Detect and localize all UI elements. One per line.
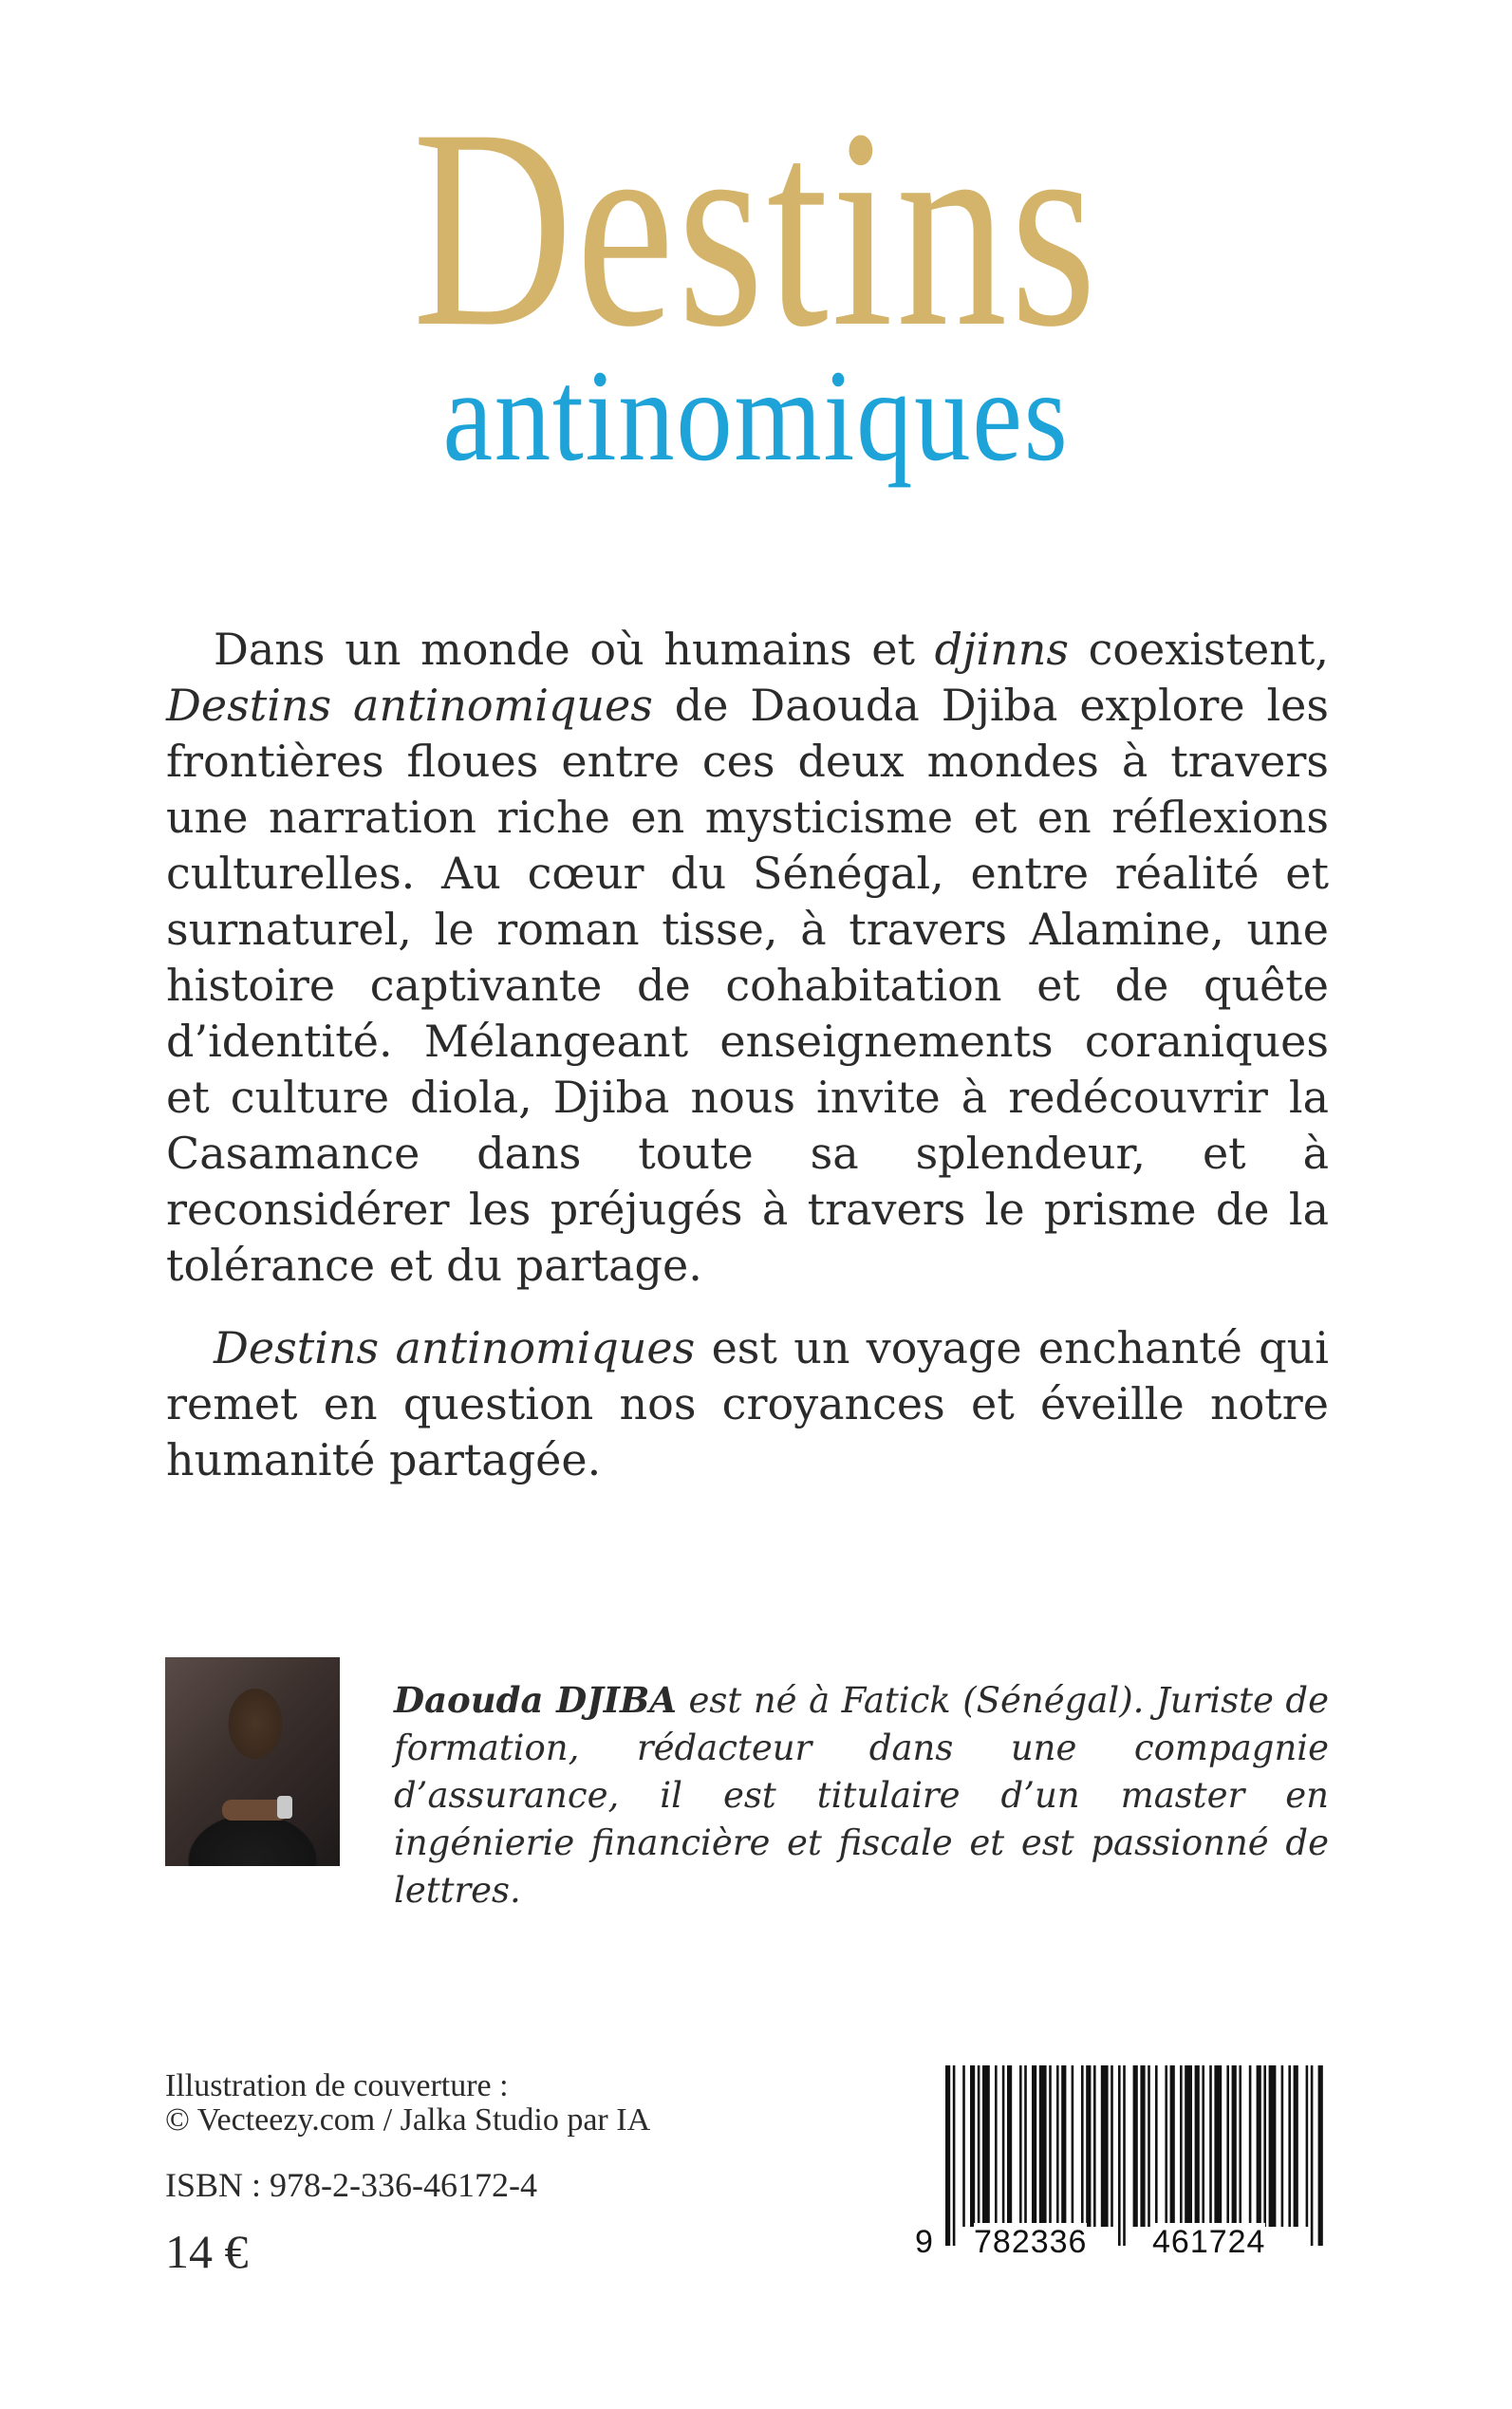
barcode-digits-right: 461724	[1152, 2224, 1266, 2260]
barcode-bar	[1123, 2065, 1126, 2246]
barcode-bar	[1170, 2065, 1175, 2227]
barcode-bar	[1086, 2065, 1091, 2227]
synopsis-italic: djinns	[934, 624, 1069, 675]
barcode-bar	[1072, 2065, 1074, 2227]
barcode-bar	[982, 2065, 990, 2227]
barcode-bar	[1101, 2065, 1109, 2227]
barcode-bar	[1257, 2065, 1261, 2227]
barcode	[911, 2060, 1331, 2269]
cover-credits	[165, 2069, 650, 2138]
synopsis-italic: Destins antinomiques	[166, 680, 653, 731]
barcode-bar	[1024, 2065, 1027, 2227]
barcode-bar	[1148, 2065, 1150, 2227]
synopsis	[166, 622, 1329, 1515]
barcode-bar	[1118, 2065, 1121, 2246]
price: 14 €	[165, 2225, 249, 2278]
barcode-bar	[1185, 2065, 1192, 2227]
photo-watch	[277, 1796, 292, 1819]
barcode-bar	[1155, 2065, 1158, 2227]
synopsis-text: Dans un monde où humains et	[214, 624, 935, 675]
barcode-bar	[1081, 2065, 1084, 2227]
barcode-digits-left: 782336	[974, 2224, 1088, 2260]
isbn: ISBN : 978-2-336-46172-4	[165, 2166, 537, 2204]
book-subtitle: antinomiques	[442, 343, 1070, 488]
barcode-bar	[970, 2065, 975, 2227]
synopsis-paragraph-2	[166, 1320, 1329, 1488]
barcode-bar	[1165, 2065, 1167, 2227]
synopsis-text: coexistent,	[1068, 624, 1329, 675]
barcode-bar	[1214, 2065, 1222, 2227]
synopsis-paragraph-1	[166, 622, 1329, 1294]
credits-line-1: Illustration de couverture :	[165, 2068, 509, 2103]
barcode-bar	[1180, 2065, 1183, 2227]
barcode-bar	[1281, 2065, 1284, 2227]
barcode-bar	[1195, 2065, 1200, 2227]
barcode-bar	[1140, 2065, 1145, 2227]
author-name: Daouda DJIBA	[394, 1679, 678, 1721]
synopsis-italic: Destins antinomiques	[214, 1322, 696, 1373]
barcode-bar	[1232, 2065, 1237, 2227]
credits-line-2: © Vecteezy.com / Jalka Studio par IA	[165, 2102, 651, 2138]
barcode-bar	[1061, 2065, 1066, 2227]
book-title: Destins	[412, 70, 1100, 385]
barcode-bar	[1056, 2065, 1059, 2227]
barcode-bar	[953, 2065, 956, 2246]
barcode-bar	[1007, 2065, 1012, 2227]
barcode-bar	[1049, 2065, 1052, 2227]
author-photo	[165, 1657, 340, 1866]
barcode-bar	[1002, 2065, 1005, 2227]
author-bio-text: est né à Fatick (Sénégal). Juriste de formation, rédacteur dans une compagnie d’assurance, il est titulaire d’un master en ingénierie financière et fiscale et est passionné de lettres.	[394, 1680, 1329, 1911]
barcode-bar	[1239, 2065, 1241, 2227]
barcode-bar	[1039, 2065, 1047, 2227]
barcode-bar	[1202, 2065, 1204, 2227]
barcode-bar	[962, 2065, 965, 2227]
barcode-bar	[1133, 2065, 1138, 2227]
barcode-bar	[1249, 2065, 1252, 2227]
barcode-bar	[1294, 2065, 1298, 2227]
barcode-bar	[1311, 2065, 1314, 2246]
author-bio	[394, 1676, 1329, 1914]
barcode-bar	[1288, 2065, 1291, 2227]
barcode-bar	[1306, 2065, 1309, 2227]
synopsis-text: de Daouda Djiba explore les frontières floues entre ces deux mondes à travers une narration riche en mysticisme et en réflexions culturelles. Au cœur du Sénégal, entre réalité et surnaturel, le roman tisse, à travers Alamine, une histoire captivante de cohabitation et de quête d’identité. Mélangeant enseignements coraniques et culture diola, Djiba nous invite à redécouvrir la Casamance dans toute sa splendeur, et à reconsidérer les préjugés à travers le prisme de la tolérance et du partage.	[166, 680, 1329, 1291]
barcode-bar	[978, 2065, 980, 2227]
barcode-bar	[1226, 2065, 1229, 2227]
barcode-bar	[1318, 2065, 1323, 2246]
barcode-bar	[1093, 2065, 1096, 2227]
barcode-bar	[1032, 2065, 1036, 2227]
barcode-bar	[995, 2065, 998, 2227]
synopsis-text: est un voyage enchanté qui remet en question nos croyances et éveille notre humanité partagée.	[166, 1322, 1329, 1485]
barcode-bar	[1019, 2065, 1022, 2227]
barcode-bar	[1263, 2065, 1266, 2227]
barcode-bar	[945, 2065, 950, 2246]
barcode-bar	[1209, 2065, 1212, 2227]
barcode-bar	[1269, 2065, 1277, 2227]
barcode-bar	[1111, 2065, 1113, 2227]
barcode-digit-lead: 9	[915, 2224, 934, 2260]
